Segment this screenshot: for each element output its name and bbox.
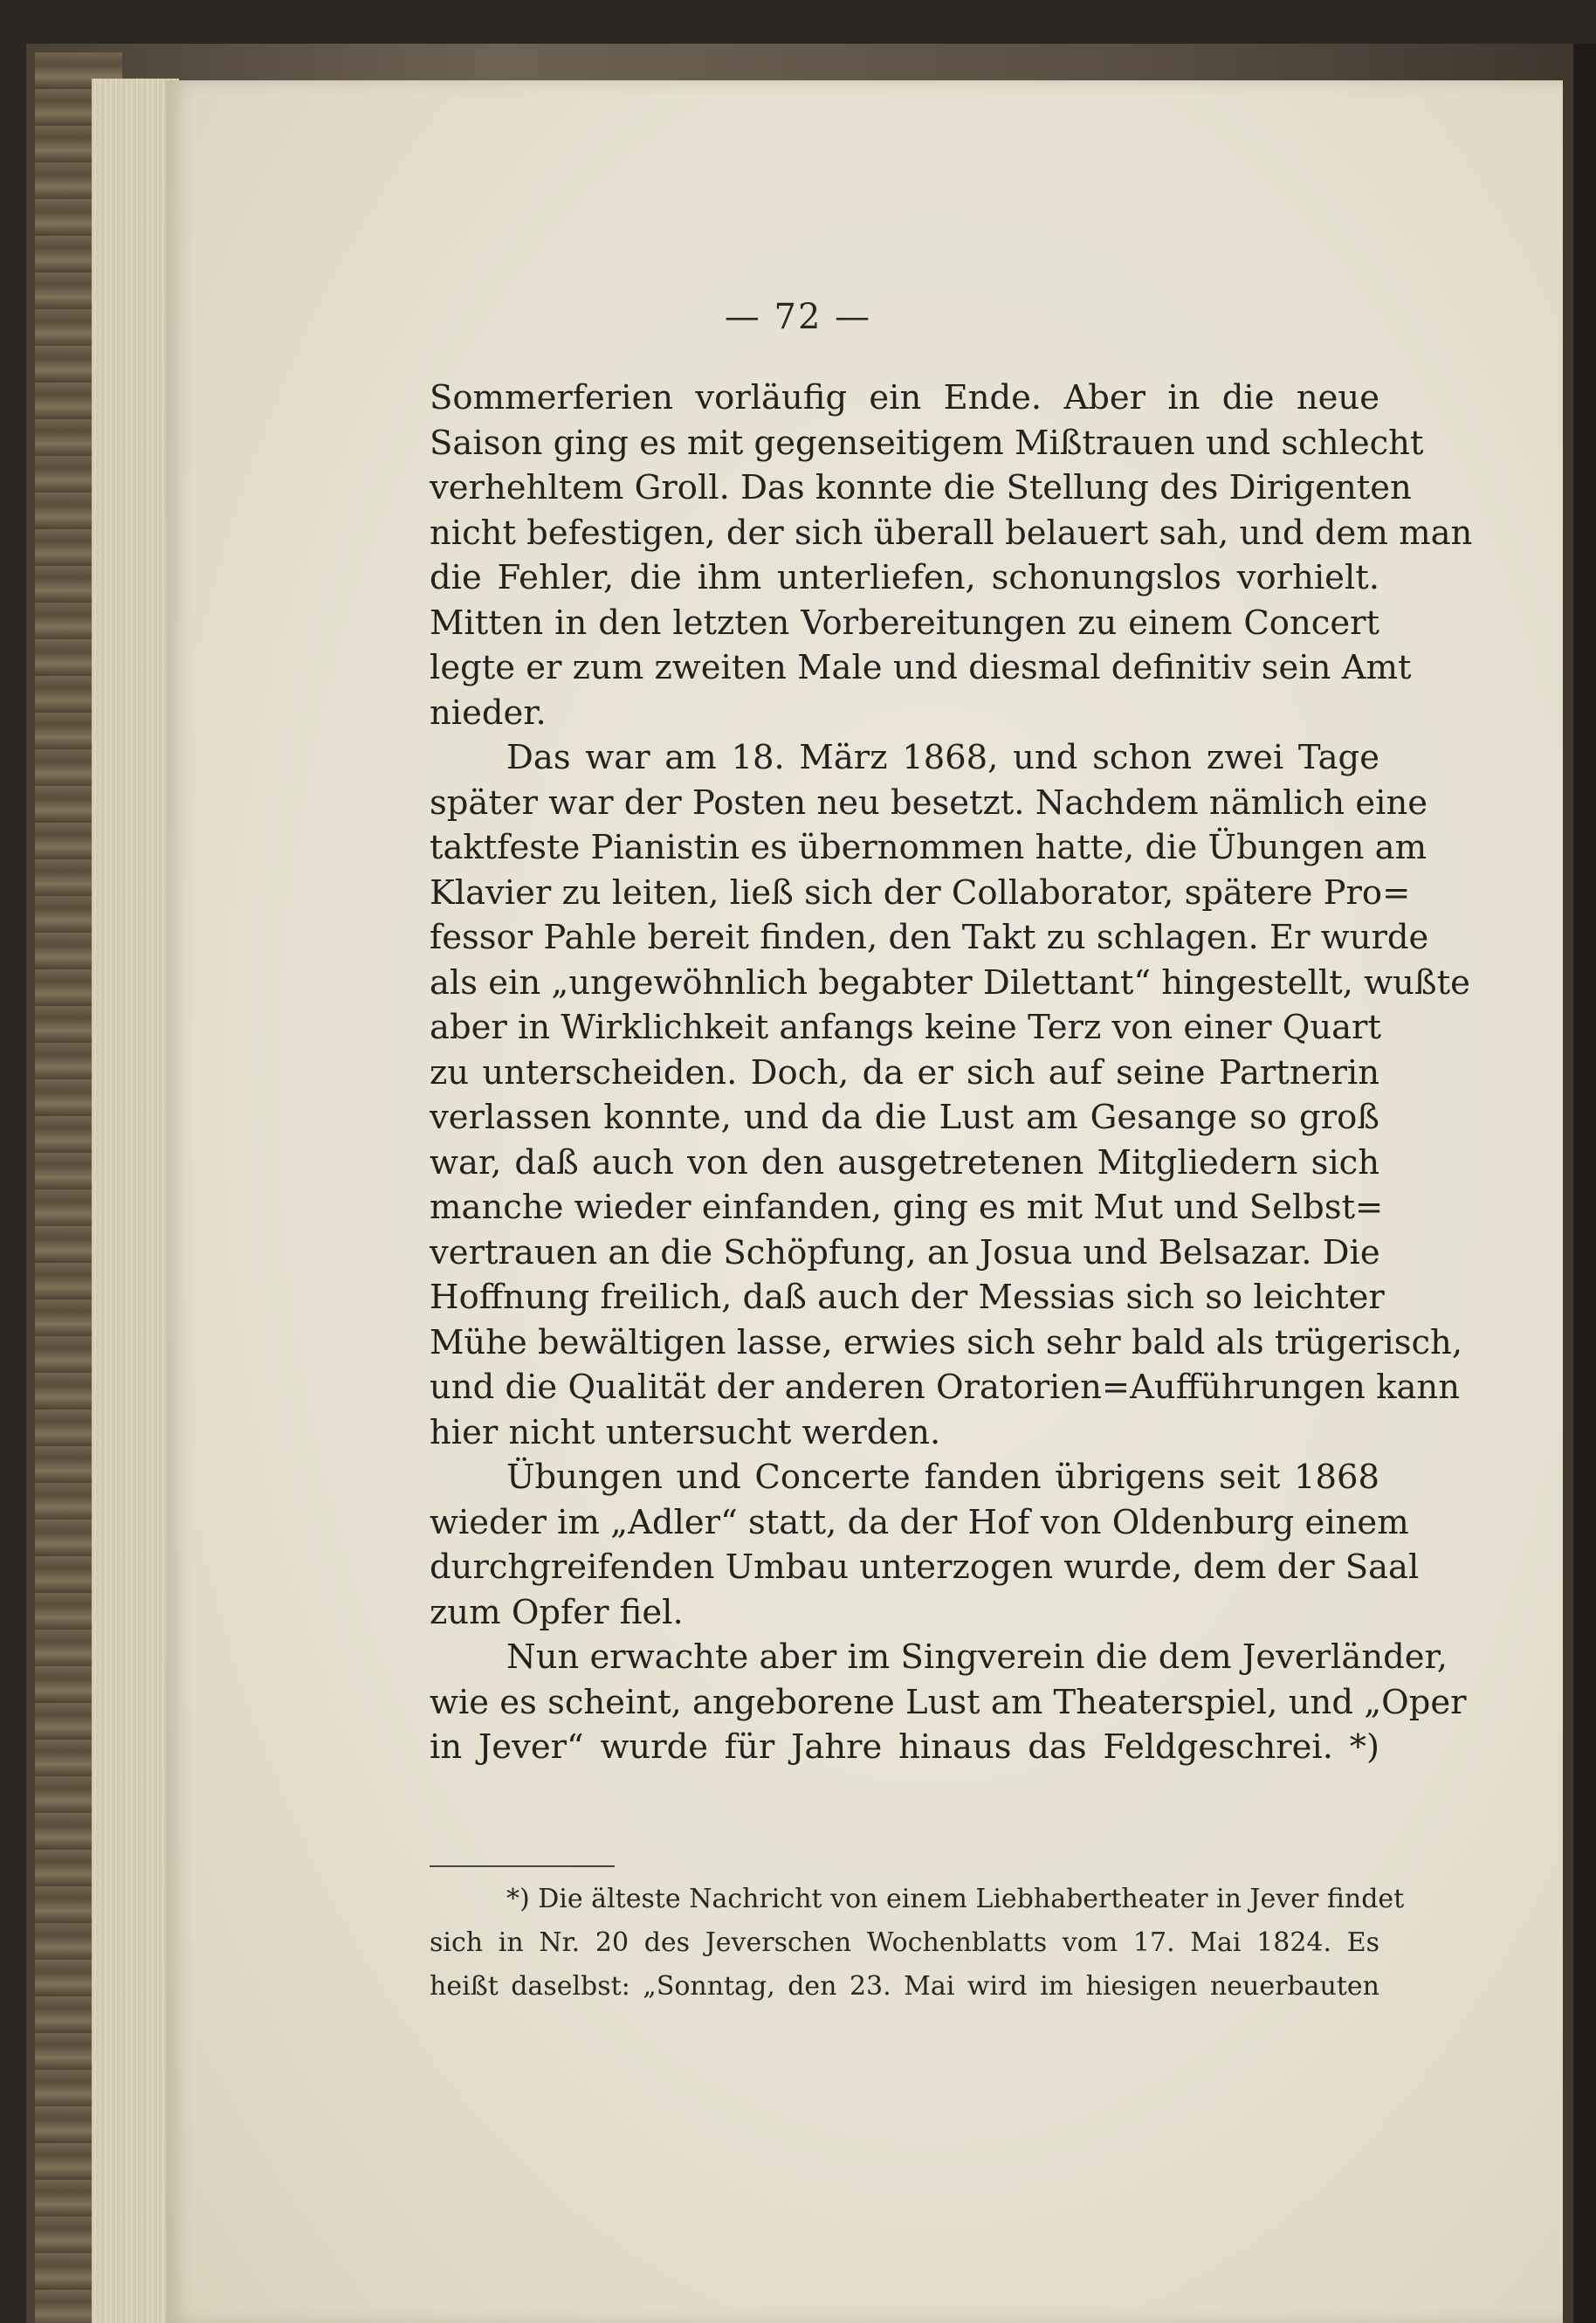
text-line: war, daß auch von den ausgetretenen Mitgliedern sich — [430, 1142, 1379, 1182]
text-line: zum Opfer fiel. — [430, 1592, 684, 1632]
text-line: die Fehler, die ihm unterliefen, schonungslos vorhielt. — [430, 558, 1379, 597]
text-line: später war der Posten neu besetzt. Nachdem nämlich eine — [430, 782, 1428, 823]
text-line: Mühe bewältigen lasse, erwies sich sehr bald als trügerisch, — [430, 1322, 1463, 1362]
paragraph-1 — [430, 376, 1473, 735]
text-line: wieder im „Adler“ statt, da der Hof von Oldenburg einem — [430, 1502, 1409, 1542]
text-line: nicht befestigen, der sich überall belauert sah, und dem man — [430, 513, 1473, 553]
text-line: Das war am 18. März 1868, und schon zwei Tage — [506, 738, 1379, 777]
text-line: Mitten in den letzten Vorbereitungen zu einem Concert — [430, 603, 1379, 643]
paragraph-4 — [430, 1635, 1467, 1770]
text-line: Übungen und Concerte fanden übrigens seit 1868 — [506, 1458, 1379, 1497]
page-number: — 72 — — [724, 297, 872, 337]
body-text — [430, 376, 1473, 1770]
text-line: Nun erwachte aber im Singverein die dem Jeverländer, — [506, 1637, 1448, 1677]
footnote-line: heißt daselbst: „Sonntag, den 23. Mai wird im hiesigen neuerbauten — [430, 1971, 1379, 2002]
text-line: Hoffnung freilich, daß auch der Messias sich so leichter — [430, 1278, 1385, 1317]
text-line: legte er zum zweiten Male und diesmal definitiv sein Amt — [430, 648, 1412, 687]
text-line: Saison ging es mit gegenseitigem Mißtrauen und schlecht — [430, 423, 1424, 463]
text-line: in Jever“ wurde für Jahre hinaus das Feldgeschrei. *) — [430, 1727, 1379, 1767]
text-line: als ein „ungewöhnlich begabter Dilettant“ hingestellt, wußte — [430, 962, 1470, 1003]
text-line: hier nicht untersucht werden. — [430, 1412, 941, 1452]
text-line: Sommerferien vorläufig ein Ende. Aber in die neue — [430, 378, 1379, 417]
footnote-line: sich in Nr. 20 des Jeverschen Wochenblatts vom 17. Mai 1824. Es — [430, 1927, 1379, 1958]
paragraph-2 — [430, 735, 1470, 1455]
text-line: verhehltem Groll. Das konnte die Stellung des Dirigenten — [430, 468, 1412, 507]
right-dark-margin — [1573, 44, 1596, 2323]
text-line: vertrauen an die Schöpfung, an Josua und Belsazar. Die — [430, 1232, 1380, 1272]
text-line: aber in Wirklichkeit anfangs keine Terz von einer Quart — [430, 1008, 1381, 1047]
text-line: verlassen konnte, und da die Lust am Gesange so groß — [430, 1098, 1379, 1137]
footnote-separator — [430, 1865, 615, 1867]
footnote-line: *) Die älteste Nachricht von einem Liebhabertheater in Jever findet — [506, 1884, 1405, 1914]
text-line: manche wieder einfanden, ging es mit Mut und Selbst= — [430, 1188, 1384, 1227]
text-line: durchgreifenden Umbau unterzogen wurde, dem der Saal — [430, 1548, 1420, 1587]
text-line: taktfeste Pianistin es übernommen hatte, die Übungen am — [430, 828, 1427, 867]
text-line: fessor Pahle bereit finden, den Takt zu schlagen. Er wurde — [430, 918, 1429, 957]
text-line: wie es scheint, angeborene Lust am Theaterspiel, und „Oper — [430, 1682, 1467, 1722]
text-line: und die Qualität der anderen Oratorien=Aufführungen kann — [430, 1368, 1461, 1407]
paragraph-3 — [430, 1455, 1420, 1635]
footnote — [430, 1878, 1405, 2009]
text-line: nieder. — [430, 693, 547, 733]
text-line: zu unterscheiden. Doch, da er sich auf seine Partnerin — [430, 1052, 1379, 1093]
text-line: Klavier zu leiten, ließ sich der Collaborator, spätere Pro= — [430, 872, 1411, 913]
